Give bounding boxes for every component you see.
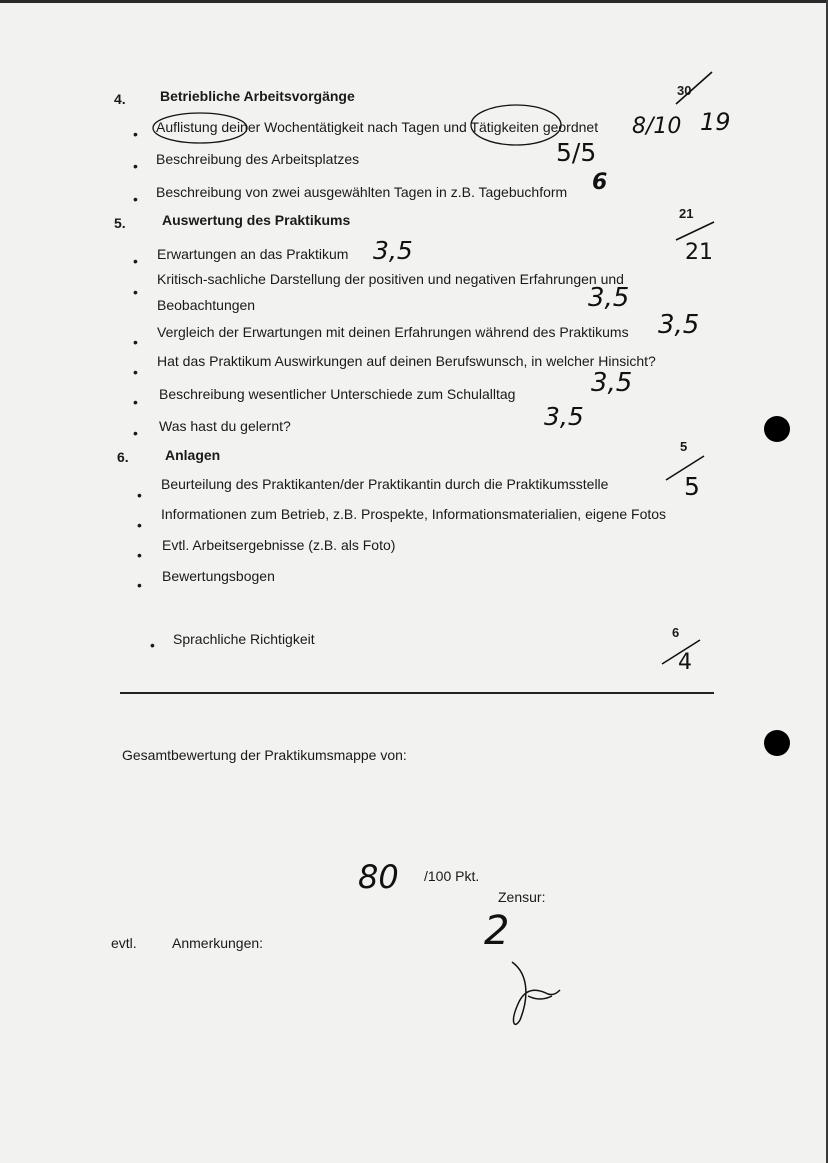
total-points: 80: [358, 858, 399, 896]
section5-item-3: Vergleich der Erwartungen mit deinen Erfahrungen während des Praktikums: [157, 324, 629, 340]
section4-score: 19: [700, 108, 731, 136]
section5-max: 21: [679, 206, 694, 221]
points-suffix: /100 Pkt.: [424, 868, 480, 884]
section5-number: 5.: [114, 215, 126, 231]
section4-mark-3: 6: [592, 170, 608, 195]
remarks-label: Anmerkungen:: [172, 935, 264, 951]
section4-mark-1: 8/10: [632, 114, 682, 139]
section4-item-1: Auflistung deiner Wochentätigkeit nach Tagen und Tätigkeiten geordnet: [156, 119, 599, 135]
bullet: •: [133, 126, 138, 142]
bullet: •: [133, 394, 138, 410]
section4-mark-2: 5/5: [556, 138, 597, 167]
circle-mark: [153, 113, 247, 143]
section5-score: 21: [685, 240, 713, 265]
bullet: •: [133, 284, 138, 300]
section5-item-4: Hat das Praktikum Auswirkungen auf deinen Berufswunsch, in welcher Hinsicht?: [157, 353, 656, 369]
section4-number: 4.: [114, 91, 126, 107]
circle-mark: [471, 105, 561, 145]
bullet: •: [133, 364, 138, 380]
bullet: •: [133, 158, 138, 174]
section6-item-4: Bewertungsbogen: [162, 568, 275, 584]
section5-item-1: Erwartungen an das Praktikum: [157, 246, 349, 262]
bullet: •: [137, 577, 142, 593]
grade-label: Zensur:: [498, 889, 546, 905]
section6-item-1: Beurteilung des Praktikanten/der Praktikantin durch die Praktikumsstelle: [161, 476, 609, 492]
language-max: 6: [672, 625, 680, 640]
section6-max: 5: [680, 439, 688, 454]
grade-value: 2: [484, 908, 510, 954]
bullet: •: [137, 547, 142, 563]
bullet: •: [133, 425, 138, 441]
section6-title: Anlagen: [165, 447, 221, 463]
section5-mark-1: 3,5: [373, 236, 413, 265]
section5-item-6: Was hast du gelernt?: [159, 418, 291, 434]
section4-title: Betriebliche Arbeitsvorgänge: [160, 88, 355, 104]
section6-score: 5: [684, 472, 700, 501]
section5-item-5: Beschreibung wesentlicher Unterschiede zum Schulalltag: [159, 386, 516, 402]
summary-label: Gesamtbewertung der Praktikumsmappe von:: [122, 747, 407, 763]
bullet: •: [137, 487, 142, 503]
section6-item-3: Evtl. Arbeitsergebnisse (z.B. als Foto): [162, 537, 396, 553]
section6-number: 6.: [117, 449, 129, 465]
section5-mark-4: 3,5: [591, 368, 633, 398]
fraction-slash: [666, 456, 704, 480]
section4-item-3: Beschreibung von zwei ausgewählten Tagen in z.B. Tagebuchform: [156, 184, 568, 200]
language-label: Sprachliche Richtigkeit: [173, 631, 315, 647]
remarks-prefix: evtl.: [111, 935, 137, 951]
section4-max: 30: [677, 83, 692, 98]
bullet: •: [137, 517, 142, 533]
section5-item-2-cont: Beobachtungen: [157, 297, 256, 313]
bullet: •: [133, 253, 138, 269]
language-score: 4: [678, 650, 692, 675]
section5-item-2: Kritisch-sachliche Darstellung der positiven und negativen Erfahrungen und: [157, 271, 624, 287]
section4-item-2: Beschreibung des Arbeitsplatzes: [156, 151, 360, 167]
section6-item-2: Informationen zum Betrieb, z.B. Prospekte, Informationsmaterialien, eigene Fotos: [161, 506, 667, 522]
section5-mark-2: 3,5: [588, 283, 630, 313]
fraction-slash: [662, 640, 700, 664]
bullet: •: [133, 334, 138, 350]
fraction-slash: [676, 72, 712, 104]
bullet: •: [133, 191, 138, 207]
section5-mark-3: 3,5: [658, 310, 700, 340]
bullet: •: [150, 637, 155, 653]
section5-mark-5: 3,5: [544, 402, 584, 431]
signature: [512, 962, 560, 1024]
section5-title: Auswertung des Praktikums: [162, 212, 351, 228]
fraction-slash: [676, 222, 714, 240]
